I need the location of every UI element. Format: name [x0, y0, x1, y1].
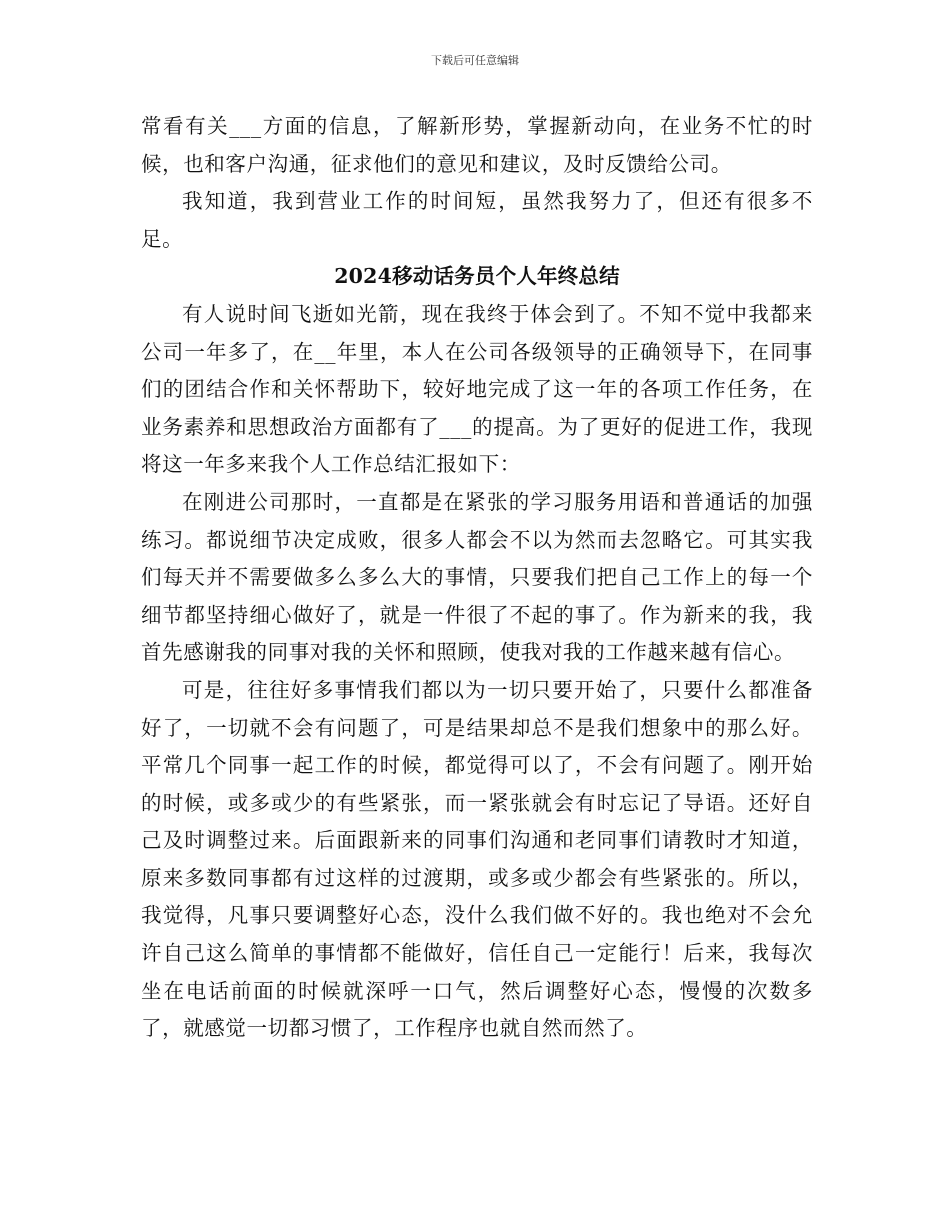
paragraph-intro: 有人说时间飞逝如光箭，现在我终于体会到了。不知不觉中我都来公司一年多了，在__年里，本人在公司各级领导的正确领导下，在同事们的团结合作和关怀帮助下，较好地完成了这一年的各项工作任务，在业务素养和思想政治方面都有了___的提高。为了更好的促进工作，我现将这一年多来我个人工作总结汇报如下：: [141, 301, 813, 477]
paragraph-shortcomings: 我知道，我到营业工作的时间短，虽然我努力了，但还有很多不足。: [141, 189, 813, 251]
paragraph-early-days: 在刚进公司那时，一直都是在紧张的学习服务用语和普通话的加强练习。都说细节决定成败，很多人都会不以为然而去忽略它。可其实我们每天并不需要做多么多么大的事情，只要我们把自己工作上的每一个细节都坚持细心做好了，就是一件很了不起的事了。作为新来的我，我首先感谢我的同事对我的关怀和照顾，使我对我的工作越来越有信心。: [141, 489, 813, 665]
paragraph-adjustment: 可是，往往好多事情我们都以为一切只要开始了，只要什么都准备好了，一切就不会有问题了，可是结果却总不是我们想象中的那么好。平常几个同事一起工作的时候，都觉得可以了，不会有问题了。刚开始的时候，或多或少的有些紧张，而一紧张就会有时忘记了导语。还好自己及时调整过来。后面跟新来的同事们沟通和老同事们请教时才知道，原来多数同事都有过这样的过渡期，或多或少都会有些紧张的。所以，我觉得，凡事只要调整好心态，没什么我们做不好的。我也绝对不会允许自己这么简单的事情都不能做好，信任自己一定能行！后来，我每次坐在电话前面的时候就深呼一口气，然后调整好心态，慢慢的次数多了，就感觉一切都习惯了，工作程序也就自然而然了。: [141, 677, 813, 1041]
paragraph-continued: 常看有关___方面的信息，了解新形势，掌握新动向，在业务不忙的时候，也和客户沟通，征求他们的意见和建议，及时反馈给公司。: [141, 114, 813, 176]
page-header-note: 下载后可任意编辑: [431, 54, 519, 67]
document-body: [141, 108, 813, 1048]
document-title: 2024移动话务员个人年终总结: [334, 264, 620, 289]
